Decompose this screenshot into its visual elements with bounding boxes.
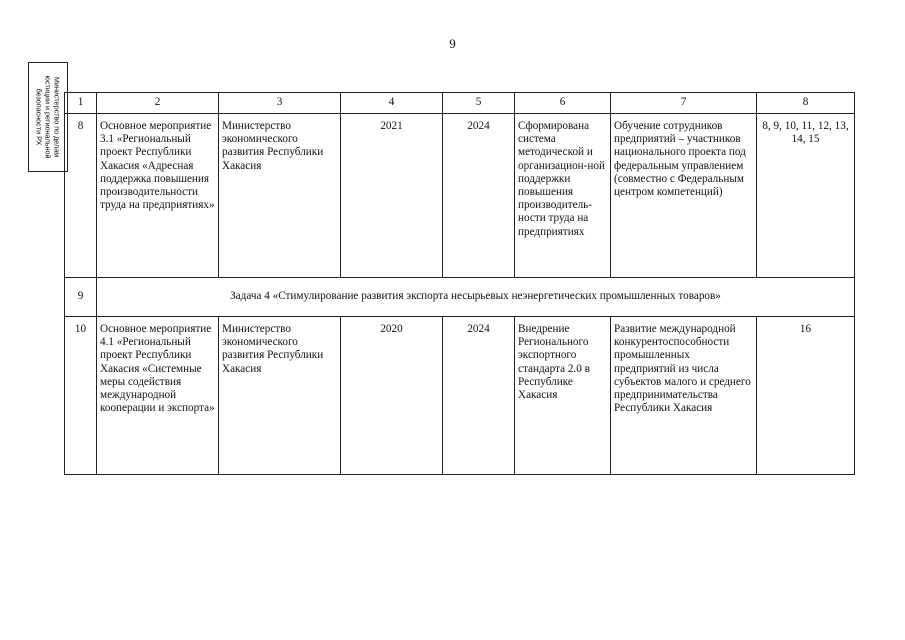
end-year-cell: 2024 (443, 317, 515, 475)
stamp-line-2: юстиции и региональной (43, 75, 53, 159)
stamp-line-3: безопасности РХ (34, 88, 44, 146)
start-year-cell: 2020 (341, 317, 443, 475)
executor-cell: Министерство экономического развития Республики Хакасия (219, 317, 341, 475)
column-header: 4 (341, 93, 443, 114)
column-header: 3 (219, 93, 341, 114)
column-header: 1 (65, 93, 97, 114)
column-header: 2 (97, 93, 219, 114)
indicators-cell: 8, 9, 10, 11, 12, 13, 14, 15 (757, 114, 855, 278)
task-heading-cell: Задача 4 «Стимулирование развития экспорта несырьевых неэнергетических промышленных товаров» (97, 278, 855, 317)
row-number: 8 (65, 114, 97, 278)
stamp-line-1: Министерство по делам (52, 76, 62, 158)
page-number: 9 (449, 36, 456, 51)
table-row (65, 278, 855, 317)
row-number: 10 (65, 317, 97, 475)
directions-cell: Развитие международной конкурентоспособности промышленных предприятий из числа субъектов малого и среднего предпринимательства Республики Хакасия (611, 317, 757, 475)
activity-cell: Основное мероприятие 3.1 «Региональный проект Республики Хакасия «Адресная поддержка повышения производительности труда на предприятиях» (97, 114, 219, 278)
stamp-text (35, 65, 62, 169)
executor-cell: Министерство экономического развития Республики Хакасия (219, 114, 341, 278)
indicators-cell: 16 (757, 317, 855, 475)
registration-stamp (28, 62, 68, 172)
table-header-row (65, 93, 855, 114)
result-cell: Сформирована система методической и организацион-ной поддержки повышения производитель-ности труда на предприятиях (515, 114, 611, 278)
result-cell: Внедрение Регионального экспортного стандарта 2.0 в Республике Хакасия (515, 317, 611, 475)
column-header: 6 (515, 93, 611, 114)
table-row (65, 317, 855, 475)
activity-cell: Основное мероприятие 4.1 «Региональный проект Республики Хакасия «Системные меры содействия международной кооперации и экспорта» (97, 317, 219, 475)
end-year-cell: 2024 (443, 114, 515, 278)
directions-cell: Обучение сотрудников предприятий – участников национального проекта под федеральным управлением (совместно с Федеральным центром компетенций) (611, 114, 757, 278)
start-year-cell: 2021 (341, 114, 443, 278)
column-header: 5 (443, 93, 515, 114)
column-header: 7 (611, 93, 757, 114)
table-row (65, 114, 855, 278)
column-header: 8 (757, 93, 855, 114)
row-number: 9 (65, 278, 97, 317)
program-activities-table (64, 92, 855, 475)
